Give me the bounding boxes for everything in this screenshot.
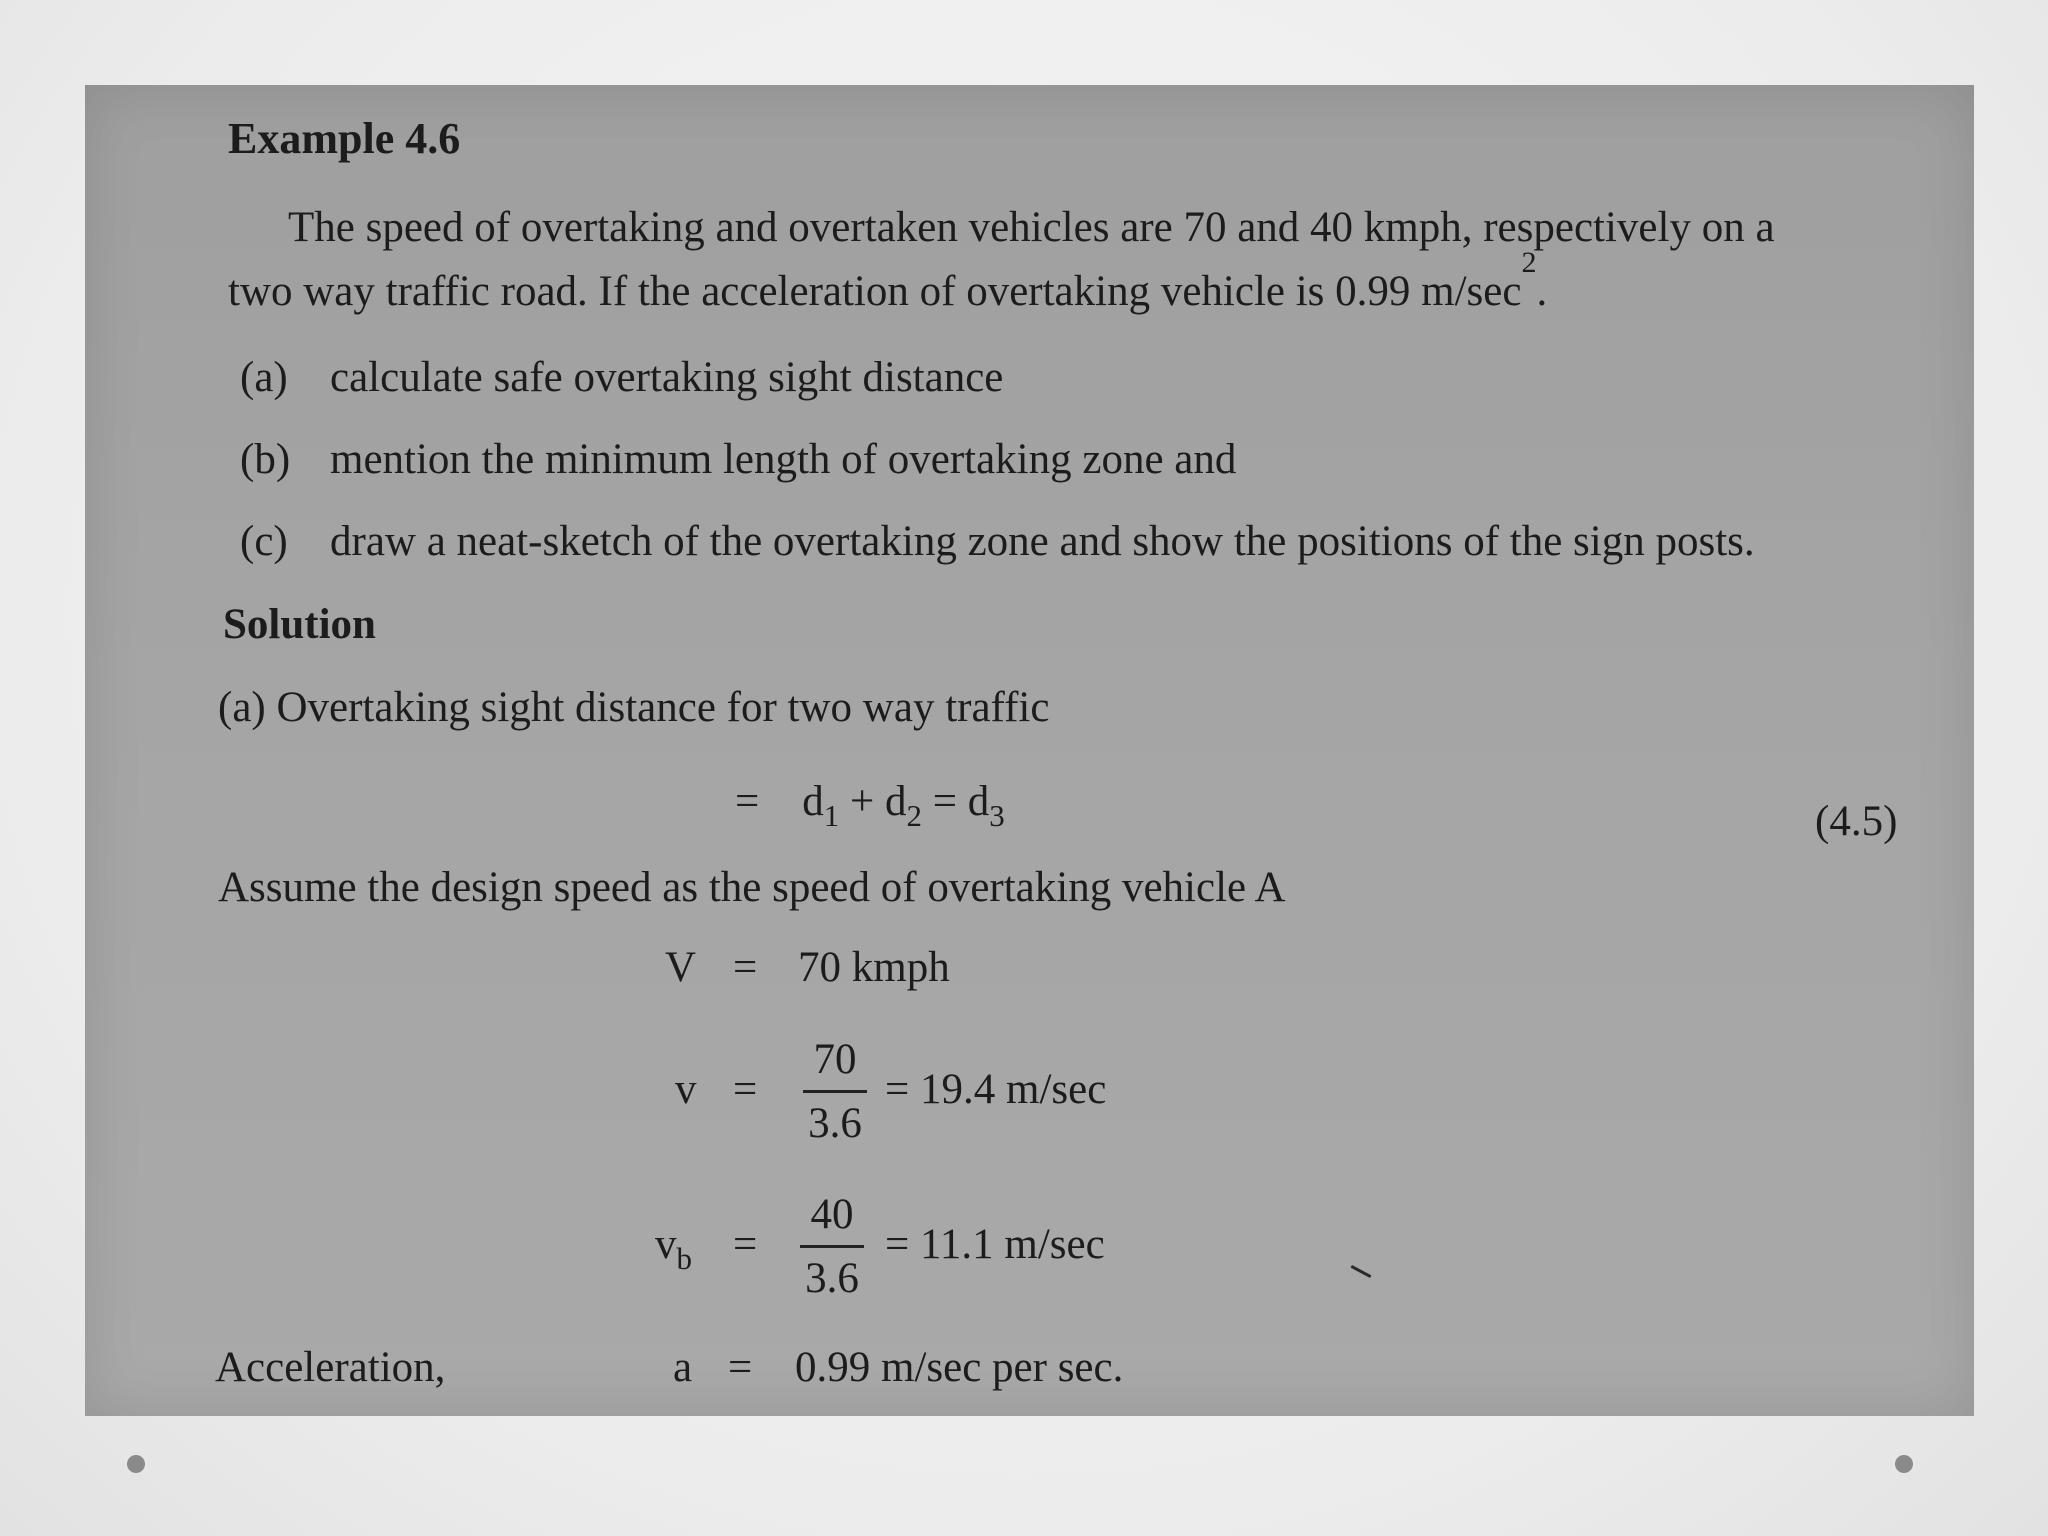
part-a-heading: (a) Overtaking sight distance for two way traffic: [218, 684, 1050, 731]
V-eq: =: [733, 944, 758, 991]
V-equation: [665, 943, 950, 992]
a-rhs: 0.99 m/sec per sec.: [795, 1344, 1124, 1391]
item-c-label: (c): [240, 518, 288, 565]
vb-eq: =: [733, 1221, 758, 1268]
pencil-mark: [1351, 1265, 1372, 1278]
intro-exponent: 2: [1521, 244, 1537, 279]
vb-subscript: b: [676, 1240, 692, 1276]
v-fraction: [803, 1035, 867, 1148]
v-result: = 19.4 m/sec: [885, 1066, 1107, 1113]
eq-equals-2: =: [932, 778, 958, 825]
vb-fraction: [800, 1190, 864, 1303]
vb-numerator: 40: [810, 1191, 854, 1238]
a-lhs: a: [673, 1344, 693, 1391]
V-lhs: V: [665, 944, 697, 991]
intro-line-1: The speed of overtaking and overtaken vehicles are 70 and 40 kmph, respectively on a: [288, 204, 1775, 251]
v-fraction-bar: [803, 1090, 867, 1093]
eq-d3: d: [967, 778, 990, 825]
item-b: [240, 435, 1237, 484]
item-c-text: draw a neat-sketch of the overtaking zone and show the positions of the sign posts.: [330, 518, 1755, 565]
eq-d1-sub: 1: [823, 797, 840, 833]
slide-bullet-right: [1895, 1455, 1913, 1473]
eq-d1: d: [802, 778, 824, 825]
solution-heading: Solution: [223, 601, 376, 648]
eq-plus: +: [850, 778, 875, 825]
intro-line-2-text: two way traffic road. If the acceleration of overtaking vehicle is 0.99 m/sec: [228, 268, 1522, 315]
eq-d3-sub: 3: [989, 797, 1005, 833]
vb-lhs: [655, 1220, 692, 1277]
equation-number: (4.5): [1815, 798, 1898, 845]
item-a: [240, 353, 1004, 402]
example-heading: Example 4.6: [228, 114, 461, 163]
a-eq: =: [728, 1344, 753, 1391]
assume-text: Assume the design speed as the speed of overtaking vehicle A: [218, 864, 1286, 911]
eq-equals: =: [735, 778, 760, 825]
eq-d2-sub: 2: [906, 797, 922, 833]
item-b-text: mention the minimum length of overtaking zone and: [330, 436, 1237, 483]
v-eq: =: [733, 1066, 758, 1113]
vb-fraction-bar: [800, 1245, 864, 1248]
intro-period: .: [1536, 268, 1548, 315]
eq-d2: d: [885, 778, 907, 825]
vb-result: = 11.1 m/sec: [885, 1221, 1105, 1268]
v-numerator: 70: [813, 1036, 857, 1083]
vb-symbol: v: [655, 1221, 677, 1268]
slide-bullet-left: [127, 1455, 145, 1473]
v-denominator: 3.6: [808, 1100, 862, 1147]
equation-4-5: [735, 777, 1005, 834]
acceleration-label: Acceleration,: [215, 1344, 446, 1391]
V-rhs: 70 kmph: [798, 944, 950, 991]
item-a-text: calculate safe overtaking sight distance: [330, 354, 1004, 401]
intro-line-2: [228, 244, 1548, 316]
v-lhs: v: [675, 1066, 697, 1113]
vb-denominator: 3.6: [805, 1255, 859, 1302]
textbook-page-photo: [85, 85, 1974, 1416]
item-a-label: (a): [240, 354, 288, 401]
item-c: [240, 517, 1755, 566]
item-b-label: (b): [240, 436, 291, 483]
